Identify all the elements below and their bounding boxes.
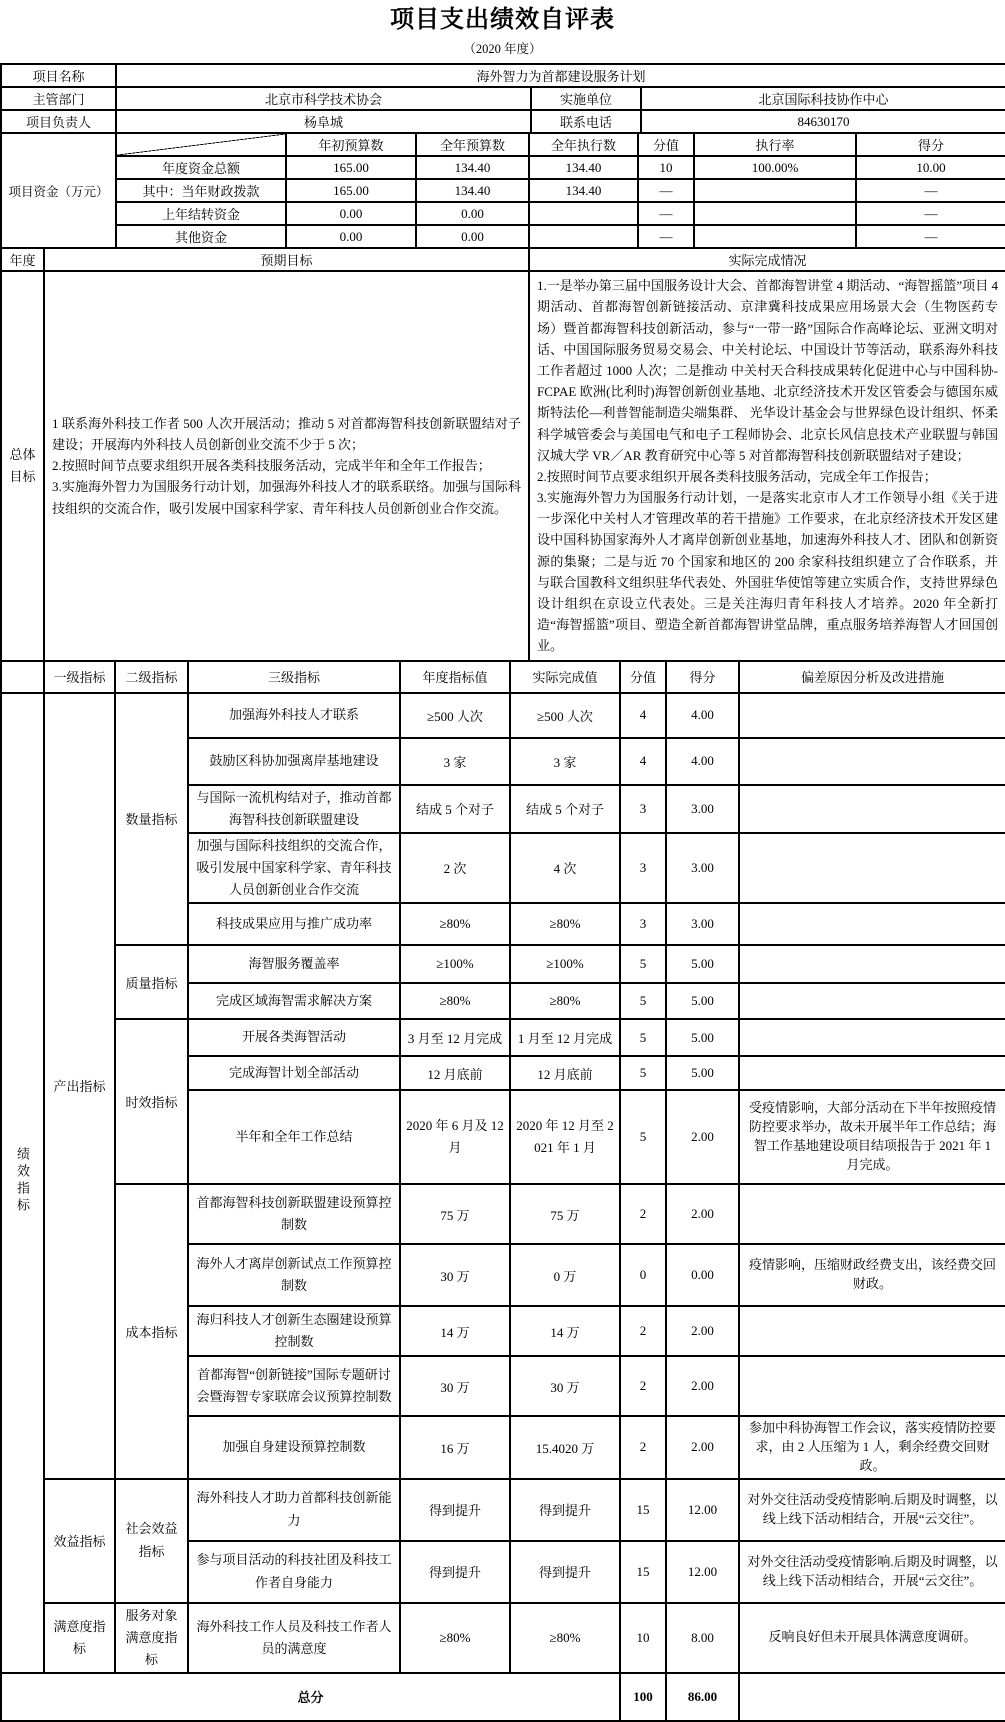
indicator-target: 得到提升 (400, 1479, 510, 1541)
funding-annual-value: 0.00 (416, 202, 529, 225)
indicator-weight: 3 (620, 903, 666, 945)
indicator-name: 半年和全年工作总结 (188, 1090, 400, 1184)
indicator-weight: 3 (620, 785, 666, 833)
level1-header: 一级指标 (44, 661, 115, 693)
indicator-target: 2020 年 6 月及 12 月 (400, 1090, 510, 1184)
level2-quantity-label: 数量指标 (115, 693, 188, 945)
indicator-note: 对外交往活动受疫情影响.后期及时调整，以线上线下活动相结合，开展“云交往”。 (739, 1541, 1005, 1603)
impl-value: 北京国际科技协作中心 (641, 87, 1005, 110)
funding-executed-value (529, 202, 638, 225)
funding-row-label-alloc: 其中：当年财政拨款 (116, 179, 286, 202)
indicator-target: 2 次 (400, 833, 510, 903)
indicator-target: ≥500 人次 (400, 693, 510, 738)
indicator-actual: 75 万 (510, 1184, 620, 1244)
page-title: 项目支出绩效自评表 (390, 7, 615, 33)
funding-executed-value (529, 225, 638, 248)
funding-executed-value: 134.40 (529, 156, 638, 179)
indicator-name: 加强海外科技人才联系 (188, 693, 400, 738)
indicator-actual: ≥80% (510, 983, 620, 1019)
indicator-score: 3.00 (666, 903, 739, 945)
overall-goal-label-text: 总体目标 (9, 446, 36, 484)
year-header: 年度 (1, 248, 44, 271)
indicator-weight: 5 (620, 1090, 666, 1184)
indicator-note: 对外交往活动受疫情影响.后期及时调整，以线上线下活动相结合，开展“云交往”。 (739, 1479, 1005, 1541)
goals-table (0, 247, 1005, 661)
diagonal-slash-cell (116, 133, 286, 156)
indicator-actual: 12 月底前 (510, 1056, 620, 1090)
indicator-weight: 3 (620, 833, 666, 903)
indicator-actual: ≥500 人次 (510, 693, 620, 738)
funding-col-score: 得分 (856, 133, 1005, 156)
indicator-target: 得到提升 (400, 1541, 510, 1603)
expected-goal-paragraph: 3.实施海外智力为国服务行动计划，加强海外科技人才的联系联络。加强与国际科技组织的交流合作，吸引发展中国家科学家、青年科技人员创新创业合作交流。 (52, 479, 521, 516)
funding-weight-value: — (638, 179, 694, 202)
indicator-score: 5.00 (666, 1019, 739, 1056)
indicator-name: 海外人才离岸创新试点工作预算控制数 (188, 1244, 400, 1306)
funding-rate-value (694, 179, 856, 202)
indicator-score: 0.00 (666, 1244, 739, 1306)
funding-score-value: — (856, 225, 1005, 248)
actual-header: 实际完成值 (510, 661, 620, 693)
indicator-actual: 0 万 (510, 1244, 620, 1306)
level2-header: 二级指标 (115, 661, 188, 693)
indicator-score: 4.00 (666, 738, 739, 785)
level3-header: 三级指标 (188, 661, 400, 693)
indicator-target: 30 万 (400, 1356, 510, 1416)
indicator-note (739, 1306, 1005, 1356)
overall-goal-label (1, 271, 44, 660)
actual-completion-header: 实际完成情况 (529, 248, 1005, 271)
indicator-weight: 5 (620, 1019, 666, 1056)
target-header: 年度指标值 (400, 661, 510, 693)
indicator-note: 受疫情影响，大部分活动在下半年按照疫情防控要求举办，故未开展半年工作总结；海智工作基地建设项目结项报告于 2021 年 1 月完成。 (739, 1090, 1005, 1184)
indicator-actual: 30 万 (510, 1356, 620, 1416)
actual-completion-paragraph: 3.实施海外智力为国服务行动计划，一是落实北京市人才工作领导小组《关于进一步深化中关村人才管理改革的若干措施》工作要求，在北京经济技术开发区建设中国科协国家海外人才离岸创新创业基地，加速海外科技人才、团队和创新资源的集聚；二是与近 70 个国家和地区的 200 余家科技组织建立了合作联系，并与联合国教科文组织驻华代表处、外国驻华使馆等建立实质合作，支持世界绿色设计组织在京设立代表处。三是关注海归青年科技人才培养。2020 年全新打造“海智摇篮”项目、塑造全新首都海智讲堂品牌，重点服务培养海智人才回国创业。 (537, 490, 998, 654)
indicator-score: 2.00 (666, 1306, 739, 1356)
performance-indicator-label: 绩效指标 (1, 693, 44, 1673)
indicator-note (739, 738, 1005, 785)
funding-initial-value: 165.00 (286, 179, 416, 202)
total-weight-value: 100 (620, 1673, 666, 1721)
funding-annual-value: 134.40 (416, 179, 529, 202)
leader-label: 项目负责人 (1, 110, 116, 133)
indicator-name: 与国际一流机构结对子，推动首都海智科技创新联盟建设 (188, 785, 400, 833)
indicator-note: 参加中科协海智工作会议，落实疫情防控要求，由 2 人压缩为 1 人，剩余经费交回财政。 (739, 1416, 1005, 1479)
indicator-actual: 得到提升 (510, 1479, 620, 1541)
funding-score-value: — (856, 202, 1005, 225)
indicator-score: 5.00 (666, 983, 739, 1019)
corner-blank-cell (1, 661, 44, 693)
indicator-actual: 4 次 (510, 833, 620, 903)
indicator-name: 科技成果应用与推广成功率 (188, 903, 400, 945)
indicator-actual: 1 月至 12 月完成 (510, 1019, 620, 1056)
indicator-actual: ≥80% (510, 1603, 620, 1673)
indicator-name: 海外科技人才助力首都科技创新能力 (188, 1479, 400, 1541)
indicator-weight: 2 (620, 1306, 666, 1356)
level1-benefit-label: 效益指标 (44, 1479, 115, 1603)
indicator-note (739, 945, 1005, 983)
funding-rate-value: 100.00% (694, 156, 856, 179)
indicator-name: 完成区域海智需求解决方案 (188, 983, 400, 1019)
phone-label: 联系电话 (531, 110, 641, 133)
funding-row-label: 项目资金（万元） (1, 133, 116, 248)
indicator-weight: 15 (620, 1479, 666, 1541)
indicator-target: 14 万 (400, 1306, 510, 1356)
indicator-score: 12.00 (666, 1541, 739, 1603)
indicator-score: 3.00 (666, 833, 739, 903)
indicator-weight: 2 (620, 1184, 666, 1244)
indicator-note (739, 1356, 1005, 1416)
funding-score-value: — (856, 179, 1005, 202)
indicator-actual: 14 万 (510, 1306, 620, 1356)
funding-col-annual: 全年预算数 (416, 133, 529, 156)
funding-rate-value (694, 202, 856, 225)
indicator-weight: 5 (620, 983, 666, 1019)
funding-row-label-carryover: 上年结转资金 (116, 202, 286, 225)
indicator-name: 加强自身建设预算控制数 (188, 1416, 400, 1479)
indicator-name: 完成海智计划全部活动 (188, 1056, 400, 1090)
indicator-actual: 2020 年 12 月至 2021 年 1 月 (510, 1090, 620, 1184)
indicator-score: 8.00 (666, 1603, 739, 1673)
indicator-target: ≥80% (400, 903, 510, 945)
dept-label: 主管部门 (1, 87, 116, 110)
funding-weight-value: 10 (638, 156, 694, 179)
indicator-note (739, 1056, 1005, 1090)
indicator-weight: 15 (620, 1541, 666, 1603)
expected-goal-cell (44, 271, 529, 660)
level2-cost-label: 成本指标 (115, 1184, 188, 1479)
funding-annual-value: 134.40 (416, 156, 529, 179)
page-subtitle: （2020 年度） (463, 42, 542, 57)
indicator-score: 4.00 (666, 693, 739, 738)
indicator-weight: 4 (620, 693, 666, 738)
funding-row-label-other: 其他资金 (116, 225, 286, 248)
indicator-target: ≥100% (400, 945, 510, 983)
indicator-name: 海归科技人才创新生态圈建设预算控制数 (188, 1306, 400, 1356)
indicator-target: 结成 5 个对子 (400, 785, 510, 833)
note-header: 偏差原因分析及改进措施 (739, 661, 1005, 693)
funding-score-value: 10.00 (856, 156, 1005, 179)
indicator-name: 首都海智科技创新联盟建设预算控制数 (188, 1184, 400, 1244)
expected-goal-header: 预期目标 (44, 248, 529, 271)
indicator-weight: 2 (620, 1356, 666, 1416)
indicator-name: 海智服务覆盖率 (188, 945, 400, 983)
funding-rate-value (694, 225, 856, 248)
indicator-target: 3 月至 12 月完成 (400, 1019, 510, 1056)
indicator-score: 3.00 (666, 785, 739, 833)
actual-completion-paragraph: 2.按照时间节点要求组织开展各类科技服务活动，完成全年工作报告； (537, 468, 937, 484)
level1-satisfaction-label: 满意度指标 (44, 1603, 115, 1673)
funding-weight-value: — (638, 225, 694, 248)
indicator-score: 2.00 (666, 1090, 739, 1184)
indicator-score: 2.00 (666, 1184, 739, 1244)
indicator-note (739, 833, 1005, 903)
phone-value: 84630170 (641, 110, 1005, 133)
indicator-actual: 结成 5 个对子 (510, 785, 620, 833)
project-name-label: 项目名称 (1, 64, 116, 87)
project-info-table (0, 63, 1005, 134)
level1-output-label: 产出指标 (44, 693, 115, 1479)
funding-initial-value: 0.00 (286, 225, 416, 248)
funding-col-weight: 分值 (638, 133, 694, 156)
indicator-note (739, 983, 1005, 1019)
actual-completion-paragraph: 1.一是举办第三届中国服务设计大会、首都海智讲堂 4 期活动、“海智摇篮”项目 4 期活动、首都海智创新链接活动、京津冀科技成果应用场景大会（生物医药专场）暨首都海智科技创新活动，参与“一带一路”国际合作高峰论坛、亚洲文明对话、中国国际服务贸易交易会、中关村论坛、中国设计节等活动，联系海外科技工作者超过 1000 人次；二是推动 中关村天合科技成果转化促进中心与中国科协-FCPAE 欧洲(比利时)海智创新创业基地、北京经济技术开发区管委会与德国东威斯特法伦—利普智能制造尖端集群、 光华设计基金会与世界绿色设计组织、怀柔科学城管委会与美国电气和电子工程师协会、北京长风信息技术产业联盟与韩国汉城大学 VR／AR 教育研究中心等 5 对首都海智科技创新联盟结对子建设； (537, 278, 998, 463)
indicators-table (0, 660, 1005, 1722)
indicator-note: 疫情影响，压缩财政经费支出，该经费交回财政。 (739, 1244, 1005, 1306)
indicator-target: 12 月底前 (400, 1056, 510, 1090)
indicator-name: 开展各类海智活动 (188, 1019, 400, 1056)
leader-value: 杨阜城 (116, 110, 531, 133)
expected-goal-paragraph: 1 联系海外科技工作者 500 人次开展活动；推动 5 对首都海智科技创新联盟结对子建设；开展海内外科技人员创新创业交流不少于 5 次； (52, 415, 521, 453)
indicator-note (739, 693, 1005, 738)
indicator-weight: 5 (620, 1056, 666, 1090)
indicator-weight: 5 (620, 945, 666, 983)
indicator-score: 12.00 (666, 1479, 739, 1541)
total-score-value: 86.00 (666, 1673, 739, 1721)
funding-weight-value: — (638, 202, 694, 225)
indicator-weight: 2 (620, 1416, 666, 1479)
indicator-name: 首都海智“创新链接”国际专题研讨会暨海智专家联席会议预算控制数 (188, 1356, 400, 1416)
funding-table (0, 132, 1005, 249)
weight-header: 分值 (620, 661, 666, 693)
indicator-score: 5.00 (666, 1056, 739, 1090)
expected-goal-paragraph: 2.按照时间节点要求组织开展各类科技服务活动，完成半年和全年工作报告； (52, 458, 491, 474)
dept-value: 北京市科学技术协会 (116, 87, 531, 110)
indicator-weight: 10 (620, 1603, 666, 1673)
indicator-target: 16 万 (400, 1416, 510, 1479)
indicator-note (739, 785, 1005, 833)
indicator-actual: ≥100% (510, 945, 620, 983)
score-header: 得分 (666, 661, 739, 693)
indicator-name: 鼓励区科协加强离岸基地建设 (188, 738, 400, 785)
total-score-label: 总分 (1, 1673, 620, 1721)
indicator-actual: 3 家 (510, 738, 620, 785)
funding-col-executed: 全年执行数 (529, 133, 638, 156)
indicator-score: 5.00 (666, 945, 739, 983)
indicator-note (739, 903, 1005, 945)
indicator-actual: 15.4020 万 (510, 1416, 620, 1479)
indicator-target: 75 万 (400, 1184, 510, 1244)
funding-executed-value: 134.40 (529, 179, 638, 202)
impl-label: 实施单位 (531, 87, 641, 110)
indicator-note: 反响良好但未开展具体满意度调研。 (739, 1603, 1005, 1673)
indicator-name: 参与项目活动的科技社团及科技工作者自身能力 (188, 1541, 400, 1603)
actual-completion-cell (529, 271, 1005, 660)
indicator-score: 2.00 (666, 1356, 739, 1416)
funding-row-label-total: 年度资金总额 (116, 156, 286, 179)
level2-social-label: 社会效益指标 (115, 1479, 188, 1603)
total-note-cell (739, 1673, 1005, 1721)
indicator-target: 30 万 (400, 1244, 510, 1306)
indicator-weight: 4 (620, 738, 666, 785)
project-name-value: 海外智力为首都建设服务计划 (116, 64, 1005, 87)
indicator-actual: 得到提升 (510, 1541, 620, 1603)
indicator-note (739, 1019, 1005, 1056)
indicator-actual: ≥80% (510, 903, 620, 945)
funding-col-rate: 执行率 (694, 133, 856, 156)
indicator-note (739, 1184, 1005, 1244)
funding-annual-value: 0.00 (416, 225, 529, 248)
indicator-name: 加强与国际科技组织的交流合作，吸引发展中国家科学家、青年科技人员创新创业合作交流 (188, 833, 400, 903)
indicator-target: 3 家 (400, 738, 510, 785)
indicator-target: ≥80% (400, 983, 510, 1019)
funding-col-initial: 年初预算数 (286, 133, 416, 156)
funding-initial-value: 165.00 (286, 156, 416, 179)
indicator-weight: 0 (620, 1244, 666, 1306)
indicator-target: ≥80% (400, 1603, 510, 1673)
level2-quality-label: 质量指标 (115, 945, 188, 1019)
funding-initial-value: 0.00 (286, 202, 416, 225)
level2-timeliness-label: 时效指标 (115, 1019, 188, 1184)
level2-service-label: 服务对象满意度指标 (115, 1603, 188, 1673)
indicator-score: 2.00 (666, 1416, 739, 1479)
indicator-name: 海外科技工作人员及科技工作者人员的满意度 (188, 1603, 400, 1673)
